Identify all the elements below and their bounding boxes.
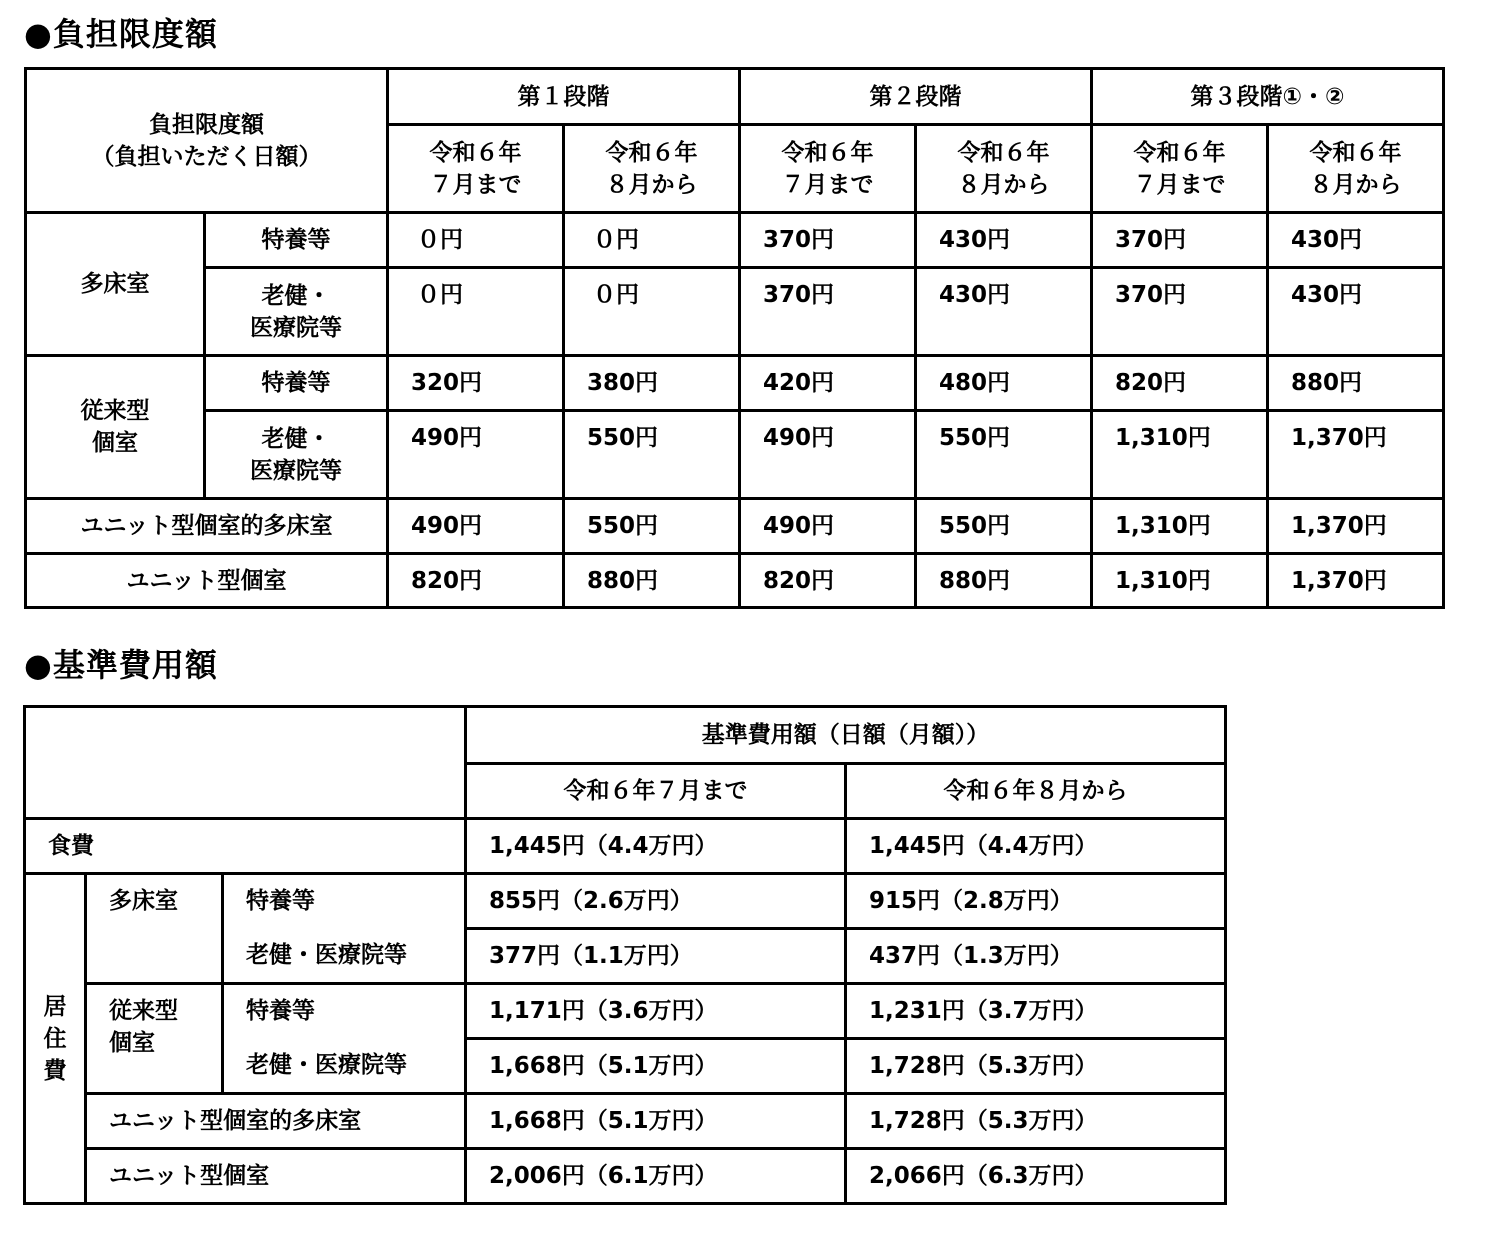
value-cell: 1,668円（5.1万円） bbox=[466, 1094, 846, 1149]
row-label-kyojuhi: 居 住 費 bbox=[25, 874, 86, 1204]
period-header: 令和６年 ７月まで bbox=[388, 125, 564, 213]
value-cell: 1,231円（3.7万円） bbox=[846, 984, 1226, 1039]
row-sublabel: 特養等 bbox=[205, 356, 388, 411]
row-sublabel: 特養等 bbox=[223, 874, 466, 929]
period-header: 令和６年 ８月から bbox=[1268, 125, 1444, 213]
value-cell: 370円 bbox=[740, 268, 916, 356]
value-cell: 2,006円（6.1万円） bbox=[466, 1149, 846, 1204]
row-label-jurai: 従来型 個室 bbox=[86, 984, 223, 1094]
value-cell: 2,066円（6.3万円） bbox=[846, 1149, 1226, 1204]
limit-amount-table bbox=[24, 67, 1445, 609]
header-corner-empty bbox=[25, 707, 466, 819]
stage-1-header: 第１段階 bbox=[388, 69, 740, 125]
value-cell: 480円 bbox=[916, 356, 1092, 411]
row-label-unit-koshitsu: ユニット型個室 bbox=[26, 554, 388, 608]
row-label-tasho: 多床室 bbox=[26, 213, 205, 356]
value-cell: 377円（1.1万円） bbox=[466, 929, 846, 984]
standard-cost-header: 基準費用額（日額（月額）） bbox=[466, 707, 1226, 764]
section-heading-limit: ●負担限度額 bbox=[24, 15, 218, 53]
value-cell: 880円 bbox=[916, 554, 1092, 608]
value-cell: 550円 bbox=[916, 499, 1092, 554]
value-cell: 490円 bbox=[388, 499, 564, 554]
value-cell: ０円 bbox=[564, 268, 740, 356]
value-cell: 430円 bbox=[1268, 213, 1444, 268]
value-cell: 1,668円（5.1万円） bbox=[466, 1039, 846, 1094]
value-cell: 880円 bbox=[1268, 356, 1444, 411]
period-header: 令和６年 ８月から bbox=[564, 125, 740, 213]
value-cell: 855円（2.6万円） bbox=[466, 874, 846, 929]
period-header: 令和６年 ７月まで bbox=[740, 125, 916, 213]
value-cell: 437円（1.3万円） bbox=[846, 929, 1226, 984]
value-cell: 820円 bbox=[740, 554, 916, 608]
row-sublabel: 老健・ 医療院等 bbox=[205, 411, 388, 499]
row-sublabel: 老健・ 医療院等 bbox=[205, 268, 388, 356]
value-cell: 370円 bbox=[740, 213, 916, 268]
period-header: 令和６年８月から bbox=[846, 764, 1226, 819]
header-corner-title: 負担限度額 bbox=[149, 111, 264, 138]
value-cell: 1,445円（4.4万円） bbox=[466, 819, 846, 874]
value-cell: 550円 bbox=[564, 499, 740, 554]
value-cell: 1,445円（4.4万円） bbox=[846, 819, 1226, 874]
value-cell: 430円 bbox=[1268, 268, 1444, 356]
period-header: 令和６年 ７月まで bbox=[1092, 125, 1268, 213]
value-cell: 320円 bbox=[388, 356, 564, 411]
header-corner-subtitle: （負担いただく日額） bbox=[91, 143, 322, 170]
value-cell: 550円 bbox=[916, 411, 1092, 499]
row-label-shokuhi: 食費 bbox=[25, 819, 466, 874]
period-header: 令和６年７月まで bbox=[466, 764, 846, 819]
standard-cost-table bbox=[23, 705, 1227, 1205]
stage-3-header: 第３段階①・② bbox=[1092, 69, 1444, 125]
row-label-unit-tasho: ユニット型個室的多床室 bbox=[86, 1094, 466, 1149]
period-header: 令和６年 ８月から bbox=[916, 125, 1092, 213]
row-sublabel: 老健・医療院等 bbox=[223, 929, 466, 984]
value-cell: 1,310円 bbox=[1092, 411, 1268, 499]
value-cell: 380円 bbox=[564, 356, 740, 411]
value-cell: 915円（2.8万円） bbox=[846, 874, 1226, 929]
value-cell: 430円 bbox=[916, 213, 1092, 268]
header-corner-cell bbox=[26, 69, 388, 213]
row-sublabel: 老健・医療院等 bbox=[223, 1039, 466, 1094]
row-label-unit-tasho: ユニット型個室的多床室 bbox=[26, 499, 388, 554]
row-sublabel: 特養等 bbox=[205, 213, 388, 268]
row-label-unit-koshitsu: ユニット型個室 bbox=[86, 1149, 466, 1204]
value-cell: ０円 bbox=[564, 213, 740, 268]
value-cell: 490円 bbox=[740, 411, 916, 499]
value-cell: 1,370円 bbox=[1268, 499, 1444, 554]
section-heading-standard: ●基準費用額 bbox=[24, 646, 218, 684]
row-label-tasho: 多床室 bbox=[86, 874, 223, 984]
value-cell: 490円 bbox=[388, 411, 564, 499]
row-label-jurai: 従来型 個室 bbox=[26, 356, 205, 499]
value-cell: 820円 bbox=[388, 554, 564, 608]
value-cell: 550円 bbox=[564, 411, 740, 499]
value-cell: 370円 bbox=[1092, 213, 1268, 268]
value-cell: 1,728円（5.3万円） bbox=[846, 1094, 1226, 1149]
value-cell: 1,310円 bbox=[1092, 499, 1268, 554]
value-cell: 820円 bbox=[1092, 356, 1268, 411]
value-cell: 490円 bbox=[740, 499, 916, 554]
value-cell: 1,370円 bbox=[1268, 411, 1444, 499]
row-sublabel: 特養等 bbox=[223, 984, 466, 1039]
value-cell: 430円 bbox=[916, 268, 1092, 356]
value-cell: 1,370円 bbox=[1268, 554, 1444, 608]
stage-2-header: 第２段階 bbox=[740, 69, 1092, 125]
value-cell: 1,171円（3.6万円） bbox=[466, 984, 846, 1039]
value-cell: ０円 bbox=[388, 213, 564, 268]
value-cell: 420円 bbox=[740, 356, 916, 411]
value-cell: 1,728円（5.3万円） bbox=[846, 1039, 1226, 1094]
value-cell: 1,310円 bbox=[1092, 554, 1268, 608]
value-cell: 370円 bbox=[1092, 268, 1268, 356]
value-cell: ０円 bbox=[388, 268, 564, 356]
value-cell: 880円 bbox=[564, 554, 740, 608]
